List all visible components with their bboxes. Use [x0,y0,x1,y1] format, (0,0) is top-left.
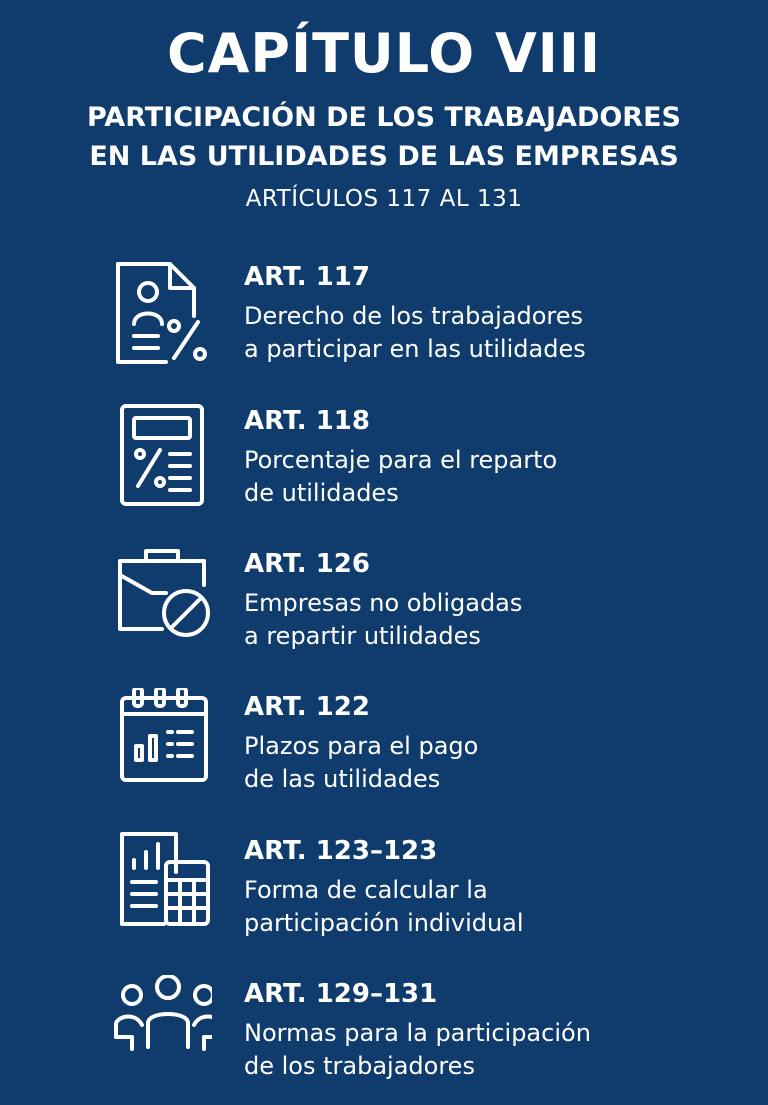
article-description [244,587,744,653]
calculator-icon [112,402,212,512]
document-calculator-icon [112,832,212,942]
description-line-2: a participar en las utilidades [244,335,586,363]
article-item-123 [0,832,768,962]
article-item-117 [0,258,768,388]
article-item-129-131 [0,975,768,1105]
description-line-1: Normas para la participación [244,1019,591,1047]
description-line-2: a repartir utilidades [244,622,481,650]
description-line-1: Plazos para el pago [244,732,479,760]
people-group-icon [112,975,212,1085]
description-line-2: de las utilidades [244,765,441,793]
article-description [244,1017,744,1083]
description-line-2: participación individual [244,909,524,937]
article-item-126 [0,545,768,675]
description-line-2: de utilidades [244,479,399,507]
article-range: ARTÍCULOS 117 AL 131 [245,186,523,212]
chapter-title: CAPÍTULO VIII [166,22,602,85]
description-line-1: Forma de calcular la [244,876,488,904]
article-description [244,444,744,510]
article-description [244,730,744,796]
briefcase-prohibited-icon [112,545,212,655]
article-item-122 [0,688,768,818]
calendar-icon [112,688,212,798]
article-description [244,874,744,940]
article-title: ART. 122 [244,692,370,722]
article-description [244,300,744,366]
chapter-subtitle [0,98,768,176]
description-line-1: Derecho de los trabajadores [244,302,584,330]
article-title: ART. 117 [244,262,370,292]
subtitle-line-1: PARTICIPACIÓN DE LOS TRABAJADORES [87,102,681,133]
subtitle-line-2: EN LAS UTILIDADES DE LAS EMPRESAS [89,141,679,172]
article-title: ART. 126 [244,549,370,579]
description-line-2: de los trabajadores [244,1052,475,1080]
article-title: ART. 129–131 [244,979,438,1009]
article-title: ART. 123–123 [244,836,438,866]
description-line-1: Porcentaje para el reparto [244,446,558,474]
description-line-1: Empresas no obligadas [244,589,523,617]
article-item-118 [0,402,768,532]
article-title: ART. 118 [244,406,370,436]
document-percent-icon [112,258,212,368]
